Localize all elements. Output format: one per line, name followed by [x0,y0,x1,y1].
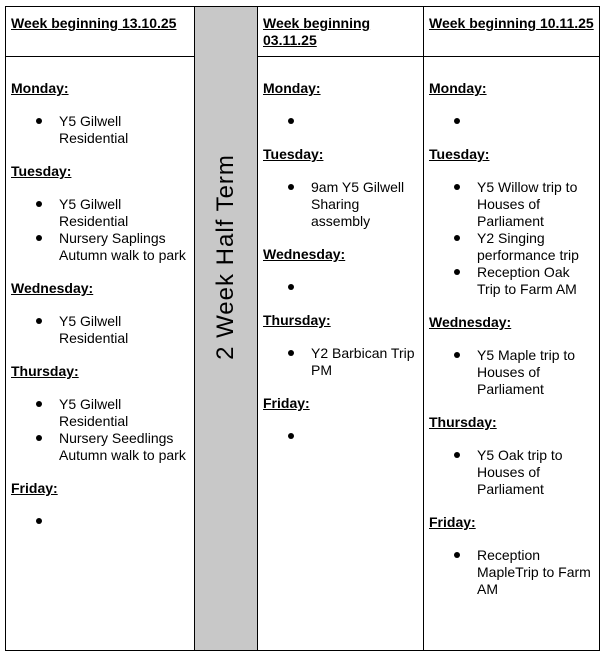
week-header-text: Week beginning 03.11.25 [263,15,371,48]
day-heading: Tuesday: [263,146,324,162]
event-list [263,179,418,230]
event-text: Nursery Seedlings Autumn walk to park [59,430,186,463]
week-header [6,7,194,57]
event-list [263,113,418,130]
week-column-03-11-25 [257,6,423,651]
event-list [263,428,418,445]
event-item [11,396,189,430]
day-heading: Wednesday: [263,246,346,262]
bullet-icon [454,352,460,358]
event-item [429,547,594,598]
event-list [429,547,594,598]
event-list [11,313,189,347]
bullet-icon [288,433,294,439]
bullet-icon [288,284,294,290]
schedule-table [5,6,600,651]
day-heading: Monday: [11,80,69,96]
week-header-text: Week beginning 13.10.25 [11,15,177,31]
event-item [263,179,418,230]
day-heading: Thursday: [11,363,79,379]
event-item [11,230,189,264]
event-list [429,347,594,398]
bullet-icon [454,269,460,275]
event-text: Y5 Gilwell Residential [59,196,129,229]
bullet-icon [36,235,42,241]
event-item [263,345,418,379]
bullet-icon [36,318,42,324]
event-item [11,513,189,530]
event-list [11,513,189,530]
half-term-cell [195,7,258,652]
event-text: Y5 Maple trip to Houses of Parliament [477,347,576,397]
bullet-icon [454,552,460,558]
bullet-icon [36,518,42,524]
week-body [6,57,194,546]
bullet-icon [288,350,294,356]
event-list [263,279,418,296]
half-term-label: 2 Week Half Term [212,154,239,360]
week-body [258,57,423,461]
day-heading: Wednesday: [11,280,94,296]
day-heading: Friday: [11,480,58,496]
event-item [11,196,189,230]
event-item [11,113,189,147]
day-heading: Tuesday: [429,146,490,162]
half-term-column [194,6,257,651]
event-item [429,347,594,398]
event-text: Y5 Gilwell Residential [59,113,129,146]
day-heading: Friday: [263,395,310,411]
bullet-icon [454,235,460,241]
event-text: Reception MapleTrip to Farm AM [477,547,591,597]
bullet-icon [454,184,460,190]
event-text: Y5 Gilwell Residential [59,396,129,429]
event-list [429,179,594,298]
event-item [263,279,418,296]
event-item [429,230,594,264]
bullet-icon [36,401,42,407]
bullet-icon [36,201,42,207]
day-heading: Thursday: [263,312,331,328]
week-body [424,57,599,614]
event-list [263,345,418,379]
event-item [11,313,189,347]
event-item [263,113,418,130]
bullet-icon [288,184,294,190]
event-list [11,396,189,464]
day-heading: Thursday: [429,414,497,430]
day-heading: Wednesday: [429,314,512,330]
week-column-13-10-25 [5,6,194,651]
event-text: Reception Oak Trip to Farm AM [477,264,577,297]
event-text: 9am Y5 Gilwell Sharing assembly [311,179,405,229]
bullet-icon [36,435,42,441]
event-item [263,428,418,445]
event-list [429,113,594,130]
event-text: Y5 Willow trip to Houses of Parliament [477,179,578,229]
event-text: Y5 Oak trip to Houses of Parliament [477,447,563,497]
event-text: Y2 Singing performance trip [477,230,579,263]
week-header [258,7,423,57]
event-item [11,430,189,464]
event-list [11,113,189,147]
day-heading: Friday: [429,514,476,530]
event-item [429,179,594,230]
day-heading: Monday: [263,80,321,96]
bullet-icon [454,452,460,458]
week-header [424,7,599,57]
day-heading: Monday: [429,80,487,96]
week-header-text: Week beginning 10.11.25 [429,15,594,31]
event-item [429,264,594,298]
bullet-icon [288,118,294,124]
event-list [11,196,189,264]
event-text: Nursery Saplings Autumn walk to park [59,230,186,263]
day-heading: Tuesday: [11,163,72,179]
week-column-10-11-25 [423,6,600,651]
bullet-icon [36,118,42,124]
event-text: Y5 Gilwell Residential [59,313,129,346]
event-text: Y2 Barbican Trip PM [311,345,415,378]
bullet-icon [454,118,460,124]
event-item [429,447,594,498]
event-list [429,447,594,498]
event-item [429,113,594,130]
